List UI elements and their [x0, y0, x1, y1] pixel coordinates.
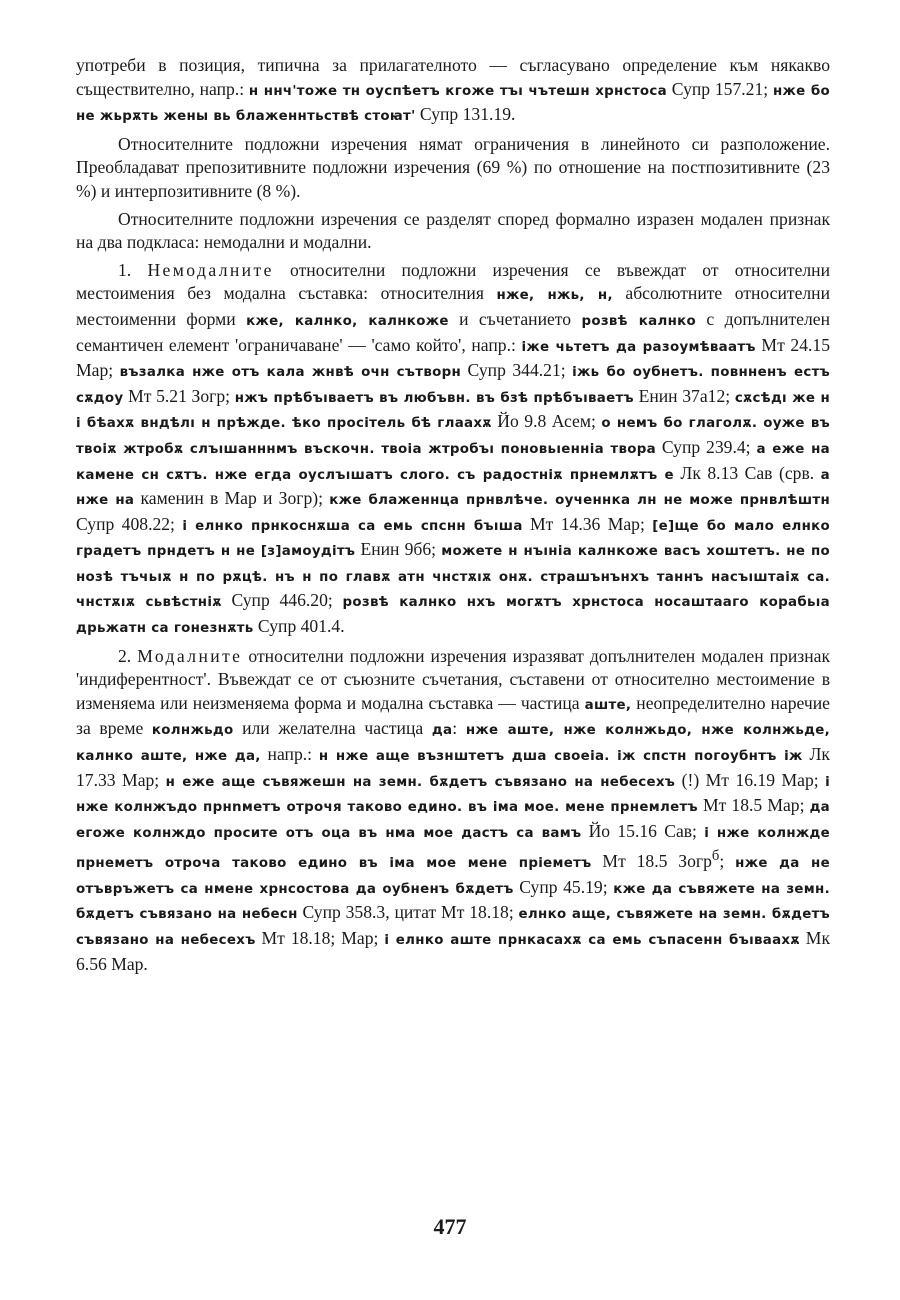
old-church-slavonic-quote: елнко аще, съвяжете на земн. бѫдетъ съвязано на небесехъ — [76, 907, 831, 949]
old-church-slavonic-quote: да егоже колнждо просите отъ оца въ нма мое дастъ са вамъ — [76, 800, 831, 841]
old-church-slavonic-quote: да — [431, 723, 453, 739]
old-church-slavonic-quote: о немъ бо глаголѫ. оуже въ твоіѫ жтробѫ слъıшанннмъ въскочн. твоіа жтробъı поновьıенніа твора — [76, 416, 830, 457]
old-church-slavonic-quote: і нже колнжде прнеметъ отроча таково едино въ іма мое мене пріеметъ — [76, 825, 830, 872]
text-run: Лк 8.13 Сав (срв. — [673, 462, 821, 483]
old-church-slavonic-quote: а нже на — [76, 467, 830, 509]
text-run: Мк 6.56 Мар. — [76, 928, 830, 974]
text-run: Мт 18.18; Мар; — [255, 928, 385, 949]
old-church-slavonic-quote: н еже аще съвяжешн на земн. бѫдетъ съвязано на небесехъ — [165, 774, 676, 790]
text-run: Относителните подложни изречения нямат ограничения в линейното си разположение. Преобладават препозитивните подложни изречения (69 %) по отношение на постпозитивните (23 %) и интерпозитивните (8 %). — [76, 133, 830, 201]
text-run: с допълнителен семантичен елемент 'ограничаване' — 'само който', напр.: — [76, 308, 830, 355]
text-run: неопределително наречие за време — [76, 692, 830, 739]
old-church-slavonic-quote: можете н нъıніа калнкоже васъ хоштетъ. не по нозѣ тъчьıѫ н по рѫцѣ. нъ н по главѫ атн чнстѫıѫ онѫ. страшънънхъ таннъ насъıштаіѫ са. чнстѫıѫ сьвѣстніѫ — [76, 544, 831, 611]
text-run: Енин 37а12; — [633, 385, 735, 406]
text-run: Супр 446.20; — [221, 590, 343, 611]
text-run: Йо 15.16 Сав; — [581, 820, 705, 841]
old-church-slavonic-quote: розвѣ калнко нхъ могѫтъ хрнстоса носаштааго корабьıа дрьжатн са гонезнѫть — [76, 595, 830, 637]
text-run: ; — [719, 851, 736, 872]
old-church-slavonic-quote: нже, нжь, н, — [496, 288, 613, 304]
text-run: Мт 18.5 Мар; — [697, 795, 810, 816]
page-number: 477 — [433, 1214, 467, 1239]
text-run: Йо 9.8 Асем; — [491, 411, 602, 432]
text-run: Супр 344.21; — [461, 360, 573, 381]
text-run: Супр 358.3, цитат Мт 18.18; — [297, 902, 519, 923]
spaced-term: Немодалните — [147, 259, 274, 280]
text-run: или желателна частица — [233, 718, 432, 739]
text-run: Супр 401.4. — [253, 616, 345, 637]
text-run: Мт 18.5 Зогр — [591, 851, 712, 872]
old-church-slavonic-quote: нже да не отъвръжетъ са нмене хрнсостова да оубненъ бѫдетъ — [76, 856, 830, 897]
text-run: 1. — [118, 259, 148, 280]
text-run: Супр 239.4; — [655, 436, 757, 457]
old-church-slavonic-quote: і нже колнжъдо прнnметъ отрочя таково едино. въ іма мое. мене прнемлетъ — [76, 774, 830, 816]
old-church-slavonic-quote: н нже аще възнштетъ дша своеіа. іж спстн погоубнтъ іж — [318, 749, 803, 765]
old-church-slavonic-quote: нже бо не жьрѫть жены вь блаженнтьствѣ стоꙗт' — [76, 83, 830, 125]
old-church-slavonic-quote: кже блаженнца прнвлѣче. оученнка лн не може прнвлѣштн — [329, 493, 830, 509]
text-run: 2. — [118, 645, 138, 666]
text-run: относителни подложни изречения изразяват допълнителен модален признак 'индиферентност'. Въвеждат се от съюзните съчетания, съставени от относително местоимение в изменяема или неизменяема форма и модална съставка — частица — [76, 645, 831, 713]
text-run: Лк 17.33 Мар; — [76, 744, 830, 790]
text-run: Мт 5.21 Зогр; — [123, 385, 235, 406]
old-church-slavonic-quote: і елнко прнкоснѫша са емь спснн бъıша — [182, 518, 523, 534]
old-church-slavonic-quote: нжъ прѣбъıваетъ въ любъвн. въ бзѣ прѣбъıваетъ — [234, 390, 634, 406]
text-run: Мт 24.15 Мар; — [76, 334, 830, 381]
old-church-slavonic-quote: кже да съвяжете на земн. бѫдетъ съвязано на небесн — [76, 881, 830, 923]
page-body — [76, 54, 830, 980]
text-run: абсолютните относителни местоименни форми — [76, 283, 830, 329]
text-run: напр.: — [260, 744, 319, 765]
old-church-slavonic-quote: і елнко аште прнкасахѫ са емь съпасенн бъıваахѫ — [384, 933, 800, 949]
old-church-slavonic-quote: нже аште, нже колнжьдо, нже колнжьде, калнко аште, нже да, — [76, 723, 830, 765]
text-run: относителни подложни изречения се въвеждат от относителни местоимения без модална съставка: относителния — [76, 259, 831, 304]
text-run: (!) Мт 16.19 Мар; — [675, 769, 826, 790]
text-run: Относителните подложни изречения се разделят според формално изразен модален признак на два подкласа: немодални и модални. — [76, 208, 830, 253]
paragraph-1 — [76, 54, 830, 129]
footnote-marker: б — [711, 848, 720, 865]
old-church-slavonic-quote: іжь бо оубнетъ. повнненъ естъ сѫдоу — [76, 365, 830, 406]
text-run: каменин в Мар и Зогр); — [134, 488, 330, 509]
paragraph-5 — [76, 645, 830, 977]
text-run: : — [452, 718, 466, 739]
text-run: Супр 131.19. — [415, 104, 516, 125]
text-run: Енин 9б6; — [355, 539, 442, 560]
text-run: и съчетанието — [448, 308, 582, 329]
text-run: Супр 408.22; — [76, 513, 183, 534]
paragraph-2 — [76, 133, 830, 204]
spaced-term: Модалните — [137, 645, 243, 666]
old-church-slavonic-quote: н ннч'тоже тн оуспѣетъ кгоже тъı чътешн хрнстоса — [248, 83, 667, 99]
old-church-slavonic-quote: аште, — [584, 697, 632, 713]
text-run: Супр 45.19; — [513, 876, 614, 897]
text-run: Супр 157.21; — [666, 78, 773, 99]
old-church-slavonic-quote: сѫсѣдı же н і бѣахѫ вндѣлı н прѣжде. ѣко просітель бѣ глаахѫ — [76, 390, 830, 432]
old-church-slavonic-quote: а еже на камене сн сѫтъ. нже егда оуслъıшатъ слого. съ радостніѫ прнемлѫтъ е — [76, 441, 830, 483]
text-run: употреби в позиция, типична за прилагателното — съгласувано определение към някакво съществително, напр.: — [76, 55, 830, 99]
old-church-slavonic-quote: розвѣ калнко — [581, 313, 697, 329]
paragraph-4 — [76, 259, 830, 641]
old-church-slavonic-quote: кже, калнко, калнкоже — [246, 313, 449, 329]
old-church-slavonic-quote: възалка нже отъ кала жнвѣ очн сътворн — [119, 365, 462, 381]
old-church-slavonic-quote: [е]ще бо мало елнко градетъ прндетъ н не [з]амоудітъ — [76, 518, 831, 560]
paragraph-3 — [76, 208, 830, 255]
text-run: Мт 14.36 Мар; — [522, 513, 653, 534]
old-church-slavonic-quote: колнжьдо — [151, 723, 234, 739]
old-church-slavonic-quote: іже чьтетъ да разоумѣваатъ — [521, 339, 756, 355]
